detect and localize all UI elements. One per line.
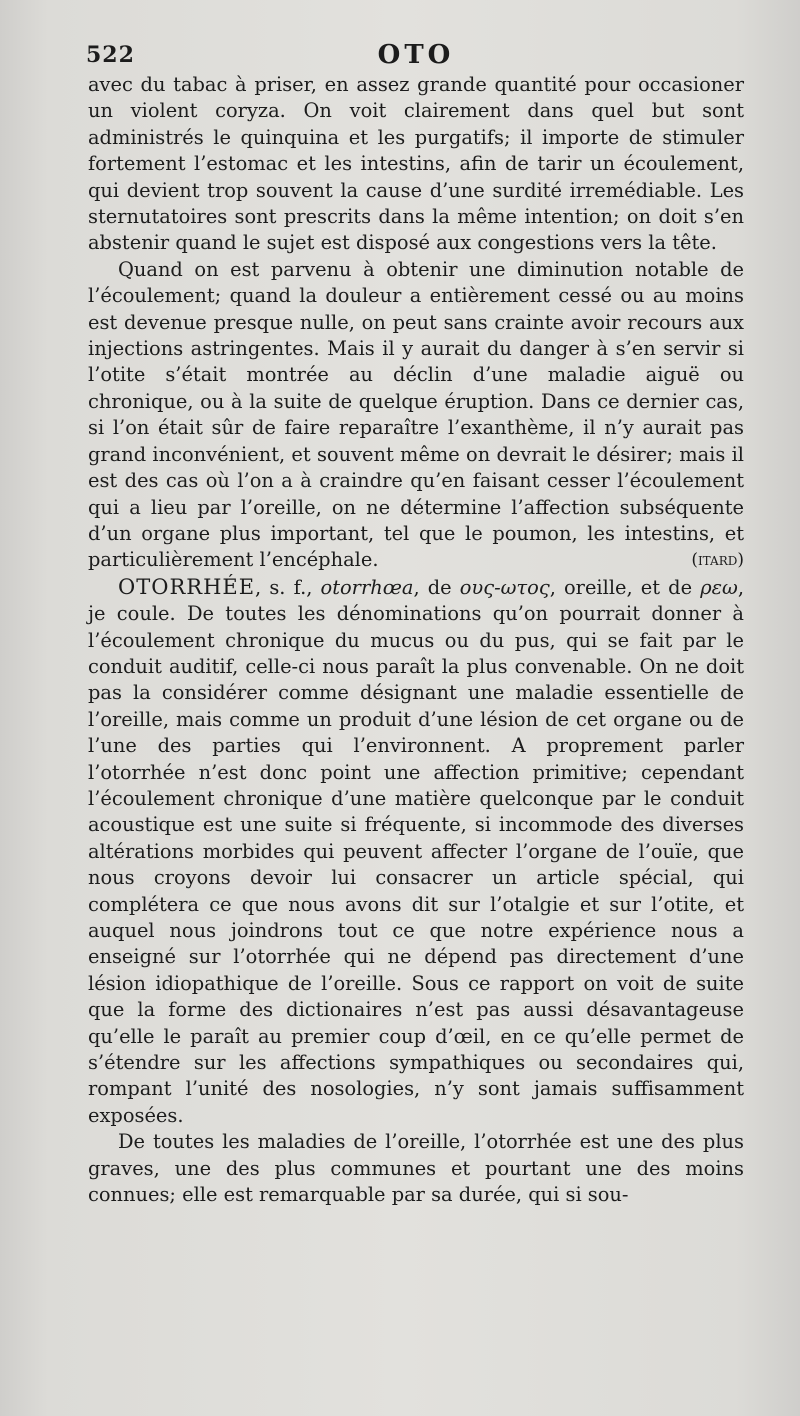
author-signature: (itard) — [691, 550, 744, 571]
entry-headword: OTORRHÉE — [118, 574, 256, 599]
page-number: 522 — [86, 42, 135, 68]
entry-text: , je coule. De toutes les dénominations qu’on pourrait donner à l’écoulement chronique du mucus ou du pus, qui se fait par le conduit auditif, celle-ci nous paraît la plus convenable. On ne doit pas la considérer comme désignant une maladie essentielle de l’oreille, mais comme un produit d’une lésion de cet organe ou de l’une des parties qui l’environnent. A proprement parler l’otorrhée n’est donc point une affection primitive; cependant l’écoulement chronique d’une matière quelconque par le conduit acoustique est une suite si fréquente, si incommode des diverses altérations morbides qui peuvent affecter l’organe de l’ouïe, que nous croyons devoir lui consacrer un article spécial, qui complétera ce que nous avons dit sur l’otalgie et sur l’otite, et auquel nous joindrons tout ce que notre expérience nous a enseigné sur l’otorrhée qui ne dépend pas directement d’une lésion idiopathique de l’oreille. Sous ce rapport on voit de suite que la forme des dictionaires n’est pas aussi désavantageuse qu’elle le paraît au premier coup d’œil, en ce qu’elle permet de s’étendre sur les affections sympathiques ou secondaires qui, rompant l’unité des nosologies, n’y sont jamais suffisamment exposées. — [88, 575, 744, 1127]
paragraph-otorrhee: De toutes les maladies de l’oreille, l’otorrhée est une des plus graves, une des plus communes et pourtant une des moins connues; elle est remarquable par sa durée, qui si sou- — [88, 1130, 744, 1207]
entry-greek-1: ους-ωτος — [459, 575, 550, 599]
entry-de: , de — [413, 575, 460, 599]
paragraph-continued: avec du tabac à priser, en assez grande quantité pour occasioner un violent coryza. On voit clairement dans quel but sont administrés le quinquina et les purgatifs; il importe de stimuler fortement l’estomac et les intestins, afin de tarir un écoulement, qui devient trop souvent la cause d’une surdité irremédiable. Les sternutatoires sont prescrits dans la même intention; on doit s’en abstenir quand le sujet est disposé aux congestions vers la tête. — [88, 73, 744, 255]
entry-latin: otorrhœa — [320, 575, 414, 599]
paragraph-injections — [88, 257, 744, 574]
entry-greek-2: ρεω — [700, 575, 738, 599]
entry-pos: , s. f., — [255, 575, 321, 599]
dictionary-entry — [88, 574, 744, 1130]
entry-gloss-1: , oreille, et de — [549, 575, 701, 599]
running-head: OTO — [377, 40, 455, 70]
page-header — [86, 40, 746, 74]
paragraph-injections-text: Quand on est parvenu à obtenir une diminution notable de l’écoulement; quand la douleur a entièrement cessé ou au moins est devenue presque nulle, on peut sans crainte avoir recours aux injections astringentes. Mais il y aurait du danger à s’en servir si l’otite s’était montrée au déclin d’une maladie aiguë ou chronique, ou à la suite de quelque éruption. Dans ce dernier cas, si l’on était sûr de faire reparaître l’exanthème, il n’y aurait pas grand inconvénient, et souvent même on devrait le désirer; mais il est des cas où l’on a à craindre qu’en faisant cesser l’écoulement qui a lieu par l’oreille, on ne détermine l’affection subséquente d’un organe plus important, tel que le poumon, les intestins, et particulièrement l’encéphale. — [88, 257, 744, 572]
text-body — [88, 72, 744, 1208]
